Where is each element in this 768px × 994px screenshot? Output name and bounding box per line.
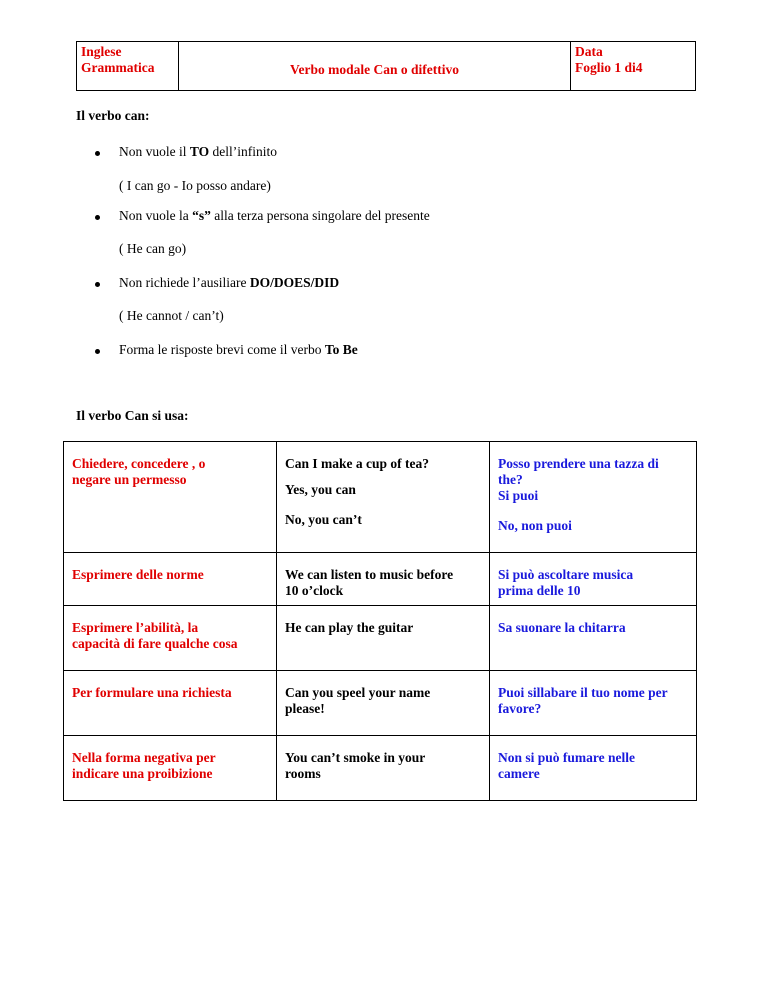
italian-line: camere: [498, 766, 540, 781]
english-cell: [277, 671, 490, 735]
header-table: [76, 41, 696, 91]
english-line: 10 o’clock: [285, 583, 344, 598]
italian-line: Sa suonare la chitarra: [498, 620, 626, 635]
header-subject-line1: Inglese: [81, 44, 122, 59]
use-cell: [64, 606, 277, 670]
italian-cell: [490, 736, 696, 800]
italian-line: Si puoi: [498, 488, 539, 503]
italian-line: Non si può fumare nelle: [498, 750, 636, 765]
use-cell: [64, 736, 277, 800]
table-row: [64, 553, 696, 606]
english-line: Can I make a cup of tea?: [285, 456, 429, 471]
table-row: [64, 671, 696, 736]
english-line: rooms: [285, 766, 321, 781]
bullet-1-example: ( I can go - Io posso andare): [119, 178, 271, 193]
english-cell: [277, 736, 490, 800]
italian-line: Si può ascoltare musica: [498, 567, 634, 582]
use-line: capacità di fare qualche cosa: [72, 636, 238, 651]
use-line: Nella forma negativa per: [72, 750, 216, 765]
header-subject-line2: Grammatica: [81, 60, 155, 75]
usage-table: [63, 441, 697, 801]
italian-line: the?: [498, 472, 523, 487]
usage-heading: Il verbo Can si usa:: [76, 408, 189, 423]
italian-cell: [490, 442, 696, 552]
bullet-1-dot: [95, 151, 100, 156]
english-line: We can listen to music before: [285, 567, 454, 582]
english-cell: [277, 553, 490, 605]
bullet-4-text: Forma le risposte brevi come il verbo To Be: [119, 342, 358, 357]
use-line: Chiedere, concedere , o: [72, 456, 206, 471]
use-cell: [64, 671, 277, 735]
table-row: [64, 606, 696, 671]
bullet-3-example: ( He cannot / can’t): [119, 308, 224, 323]
italian-line: prima delle 10: [498, 583, 581, 598]
header-date-label: Data: [575, 44, 603, 59]
header-subject-cell: [77, 42, 179, 90]
italian-cell: [490, 671, 696, 735]
english-line: No, you can’t: [285, 512, 362, 527]
bullet-2-text: Non vuole la “s” alla terza persona singolare del presente: [119, 208, 430, 223]
bullet-2-example: ( He can go): [119, 241, 187, 256]
english-line: please!: [285, 701, 325, 716]
english-cell: [277, 442, 490, 552]
table-row: [64, 442, 696, 553]
use-line: Esprimere l’abilità, la: [72, 620, 199, 635]
bullet-3-dot: [95, 282, 100, 287]
bullet-2-dot: [95, 215, 100, 220]
header-title: Verbo modale Can o difettivo: [179, 42, 571, 90]
italian-line: Puoi sillabare il tuo nome per: [498, 685, 668, 700]
header-page-label: Foglio 1 di4: [575, 60, 643, 75]
italian-line: Posso prendere una tazza di: [498, 456, 659, 471]
use-line: Per formulare una richiesta: [72, 685, 232, 700]
header-date-cell: [571, 42, 695, 90]
use-cell: [64, 442, 277, 552]
use-cell: [64, 553, 277, 605]
english-line: You can’t smoke in your: [285, 750, 426, 765]
use-line: negare un permesso: [72, 472, 187, 487]
bullet-4-dot: [95, 349, 100, 354]
intro-heading: Il verbo can:: [76, 108, 150, 123]
bullet-3-text: Non richiede l’ausiliare DO/DOES/DID: [119, 275, 340, 290]
english-line: He can play the guitar: [285, 620, 414, 635]
use-line: Esprimere delle norme: [72, 567, 204, 582]
english-cell: [277, 606, 490, 670]
use-line: indicare una proibizione: [72, 766, 213, 781]
italian-cell: [490, 553, 696, 605]
italian-line: favore?: [498, 701, 542, 716]
english-line: Can you speel your name: [285, 685, 431, 700]
english-line: Yes, you can: [285, 482, 356, 497]
bullet-1-text: Non vuole il TO dell’infinito: [119, 144, 278, 159]
italian-cell: [490, 606, 696, 670]
italian-line: No, non puoi: [498, 518, 572, 533]
table-row: [64, 736, 696, 800]
